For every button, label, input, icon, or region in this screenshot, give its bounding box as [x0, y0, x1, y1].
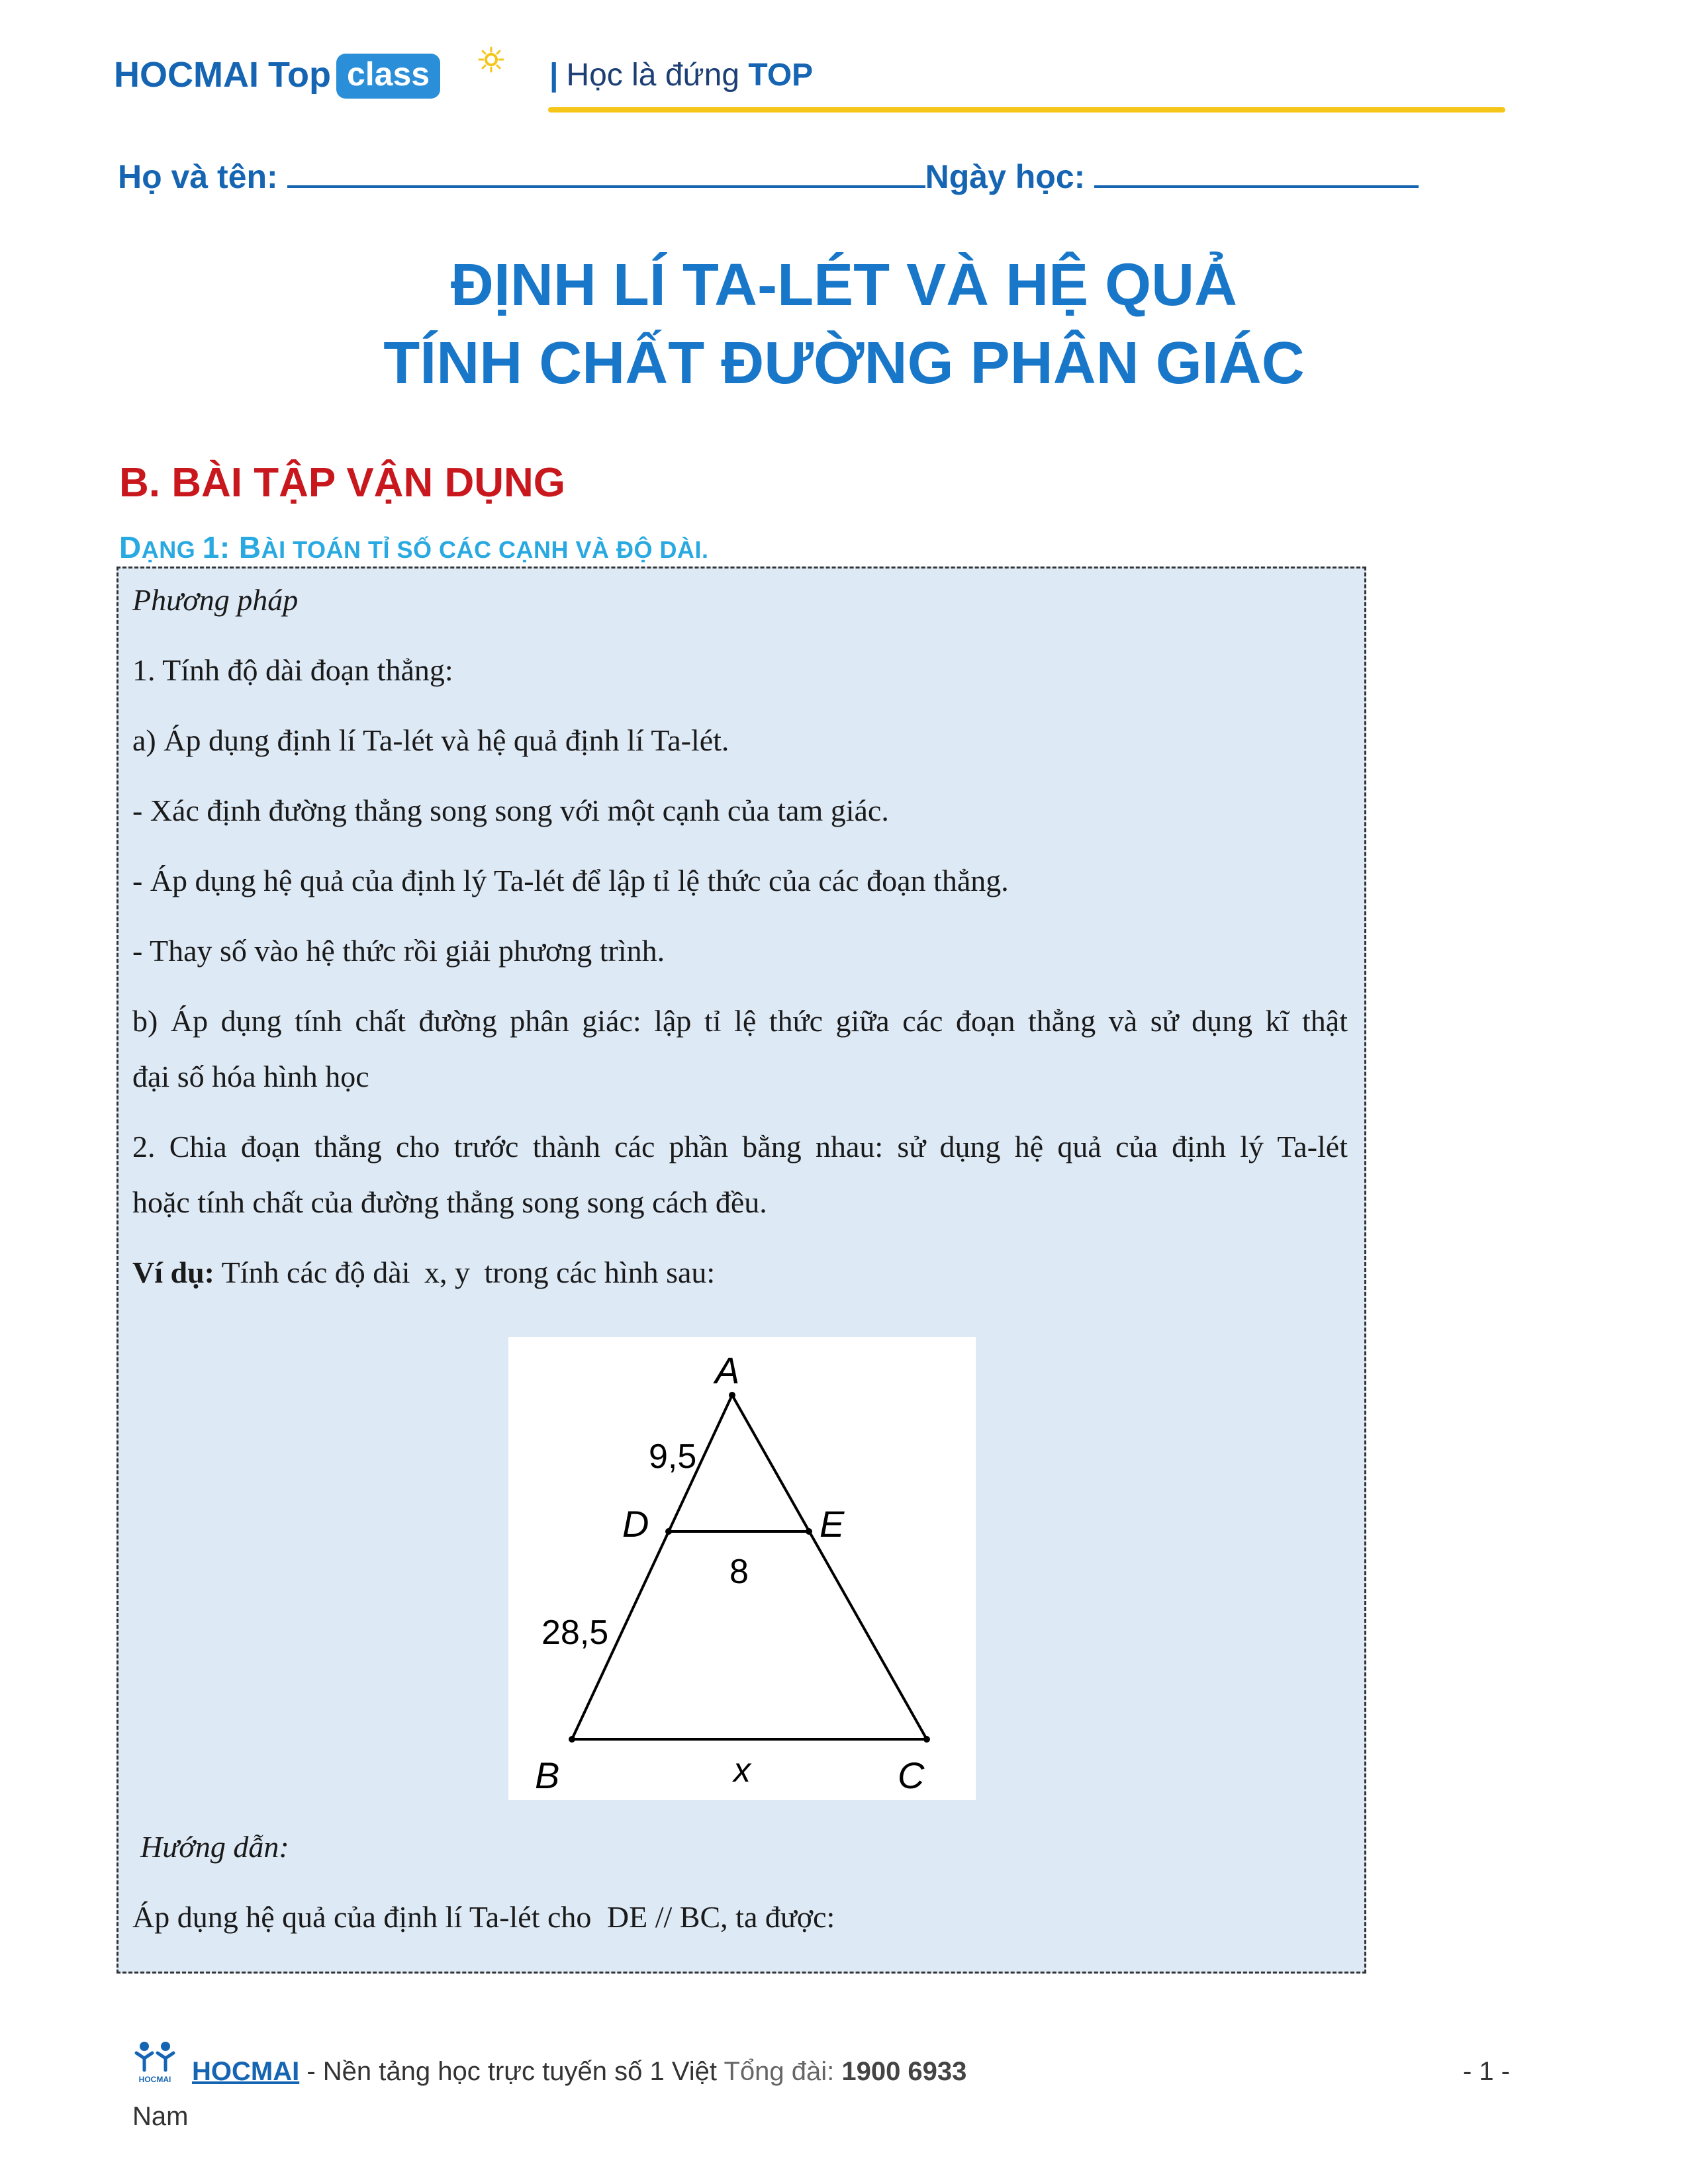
dang-heading — [119, 529, 709, 565]
dang-rest1: ẠNG — [141, 536, 203, 563]
footer-brand-link[interactable]: HOCMAI — [192, 2057, 300, 2086]
page-number: - 1 - — [1463, 2057, 1511, 2086]
footer-hotline-label: Tổng đài: — [724, 2057, 842, 2086]
example-line — [132, 1255, 715, 1290]
footer-line — [192, 2057, 966, 2087]
example-text: Tính các độ dài — [214, 1255, 418, 1289]
footer-hotline: 1900 6933 — [841, 2057, 967, 2086]
name-label: Họ và tên: — [118, 158, 278, 195]
method-line-3: - Xác định đường thẳng song song với một cạnh của tam giác. — [132, 794, 889, 827]
method-line-2: a) Áp dụng định lí Ta-lét và hệ quả định lí Ta-lét. — [132, 723, 729, 757]
student-info-row — [118, 158, 1419, 196]
date-label: Ngày học: — [925, 158, 1086, 195]
dang-rest2: ÀI TOÁN TỈ SỐ CÁC CẠNH VÀ ĐỘ DÀI. — [261, 536, 709, 563]
length-ad: 9,5 — [649, 1437, 697, 1476]
label-c: C — [898, 1754, 925, 1796]
point-a — [729, 1392, 735, 1398]
label-a: A — [715, 1349, 740, 1391]
sun-icon — [478, 46, 504, 73]
label-d: D — [622, 1503, 649, 1545]
brand-top: Top — [267, 55, 331, 95]
method-line-1: 1. Tính độ dài đoạn thẳng: — [132, 653, 453, 687]
example-tail: trong các hình sau: — [476, 1255, 716, 1289]
label-e: E — [820, 1503, 845, 1545]
guide-text: Áp dụng hệ quả của định lí Ta-lét cho — [132, 1900, 599, 1934]
method-line-6b: đại số hóa hình học — [132, 1060, 369, 1093]
point-e — [806, 1528, 812, 1535]
side-ac — [732, 1395, 927, 1739]
tagline-bar: | — [549, 58, 559, 93]
brand-hocmai: HOCMAI — [114, 55, 259, 95]
page-title-line1: ĐỊNH LÍ TA-LÉT VÀ HỆ QUẢ — [450, 252, 1238, 318]
example-label: Ví dụ: — [132, 1255, 214, 1289]
method-line-5: - Thay số vào hệ thức rồi giải phương trình. — [132, 934, 665, 968]
method-line-7a: 2. Chia đoạn thẳng cho trước thành các phần bằng nhau: sử dụng hệ quả của định lý Ta-lét — [132, 1130, 1348, 1163]
example-vars: x, y — [424, 1255, 470, 1289]
length-db: 28,5 — [541, 1614, 609, 1652]
method-line-4: - Áp dụng hệ quả của định lý Ta-lét để lập tỉ lệ thức của các đoạn thẳng. — [132, 864, 1009, 897]
footer-logo-text: HOCMAI — [138, 2075, 171, 2084]
point-c — [923, 1736, 930, 1743]
triangle-diagram — [508, 1337, 976, 1800]
length-bc: x — [733, 1751, 751, 1790]
guide-line — [132, 1899, 835, 1934]
dang-d: D — [119, 530, 142, 565]
header-divider — [548, 107, 1505, 113]
triangle-figure — [508, 1337, 976, 1800]
guide-tail: , ta được: — [720, 1900, 835, 1934]
method-heading: Phương pháp — [132, 583, 299, 617]
guide-math: DE // BC — [606, 1900, 721, 1934]
footer-text: - Nền tảng học trực tuyến số 1 Việt — [299, 2057, 724, 2086]
length-de: 8 — [729, 1553, 749, 1591]
footer-nam: Nam — [132, 2102, 189, 2131]
method-line-6a: b) Áp dụng tính chất đường phân giác: lập tỉ lệ thức giữa các đoạn thẳng và sử dụng kĩ thật — [132, 1004, 1348, 1038]
date-field[interactable] — [1094, 159, 1419, 188]
brand-class: class — [336, 54, 440, 99]
point-b — [569, 1736, 575, 1743]
tagline — [549, 57, 813, 93]
section-heading: B. BÀI TẬP VẬN DỤNG — [119, 460, 566, 506]
brand-logo — [114, 54, 440, 107]
page-title-line2: TÍNH CHẤT ĐƯỜNG PHÂN GIÁC — [383, 330, 1305, 396]
hocmai-logo-icon — [130, 2038, 180, 2085]
label-b: B — [535, 1754, 560, 1796]
point-d — [665, 1528, 672, 1535]
tagline-text: Học là đứng — [566, 58, 749, 93]
method-line-7b: hoặc tính chất của đường thẳng song song cách đều. — [132, 1185, 767, 1219]
name-field[interactable] — [287, 159, 925, 188]
guide-heading: Hướng dẫn: — [140, 1830, 289, 1864]
dang-num: 1: B — [202, 530, 261, 565]
tagline-top: TOP — [748, 58, 814, 93]
